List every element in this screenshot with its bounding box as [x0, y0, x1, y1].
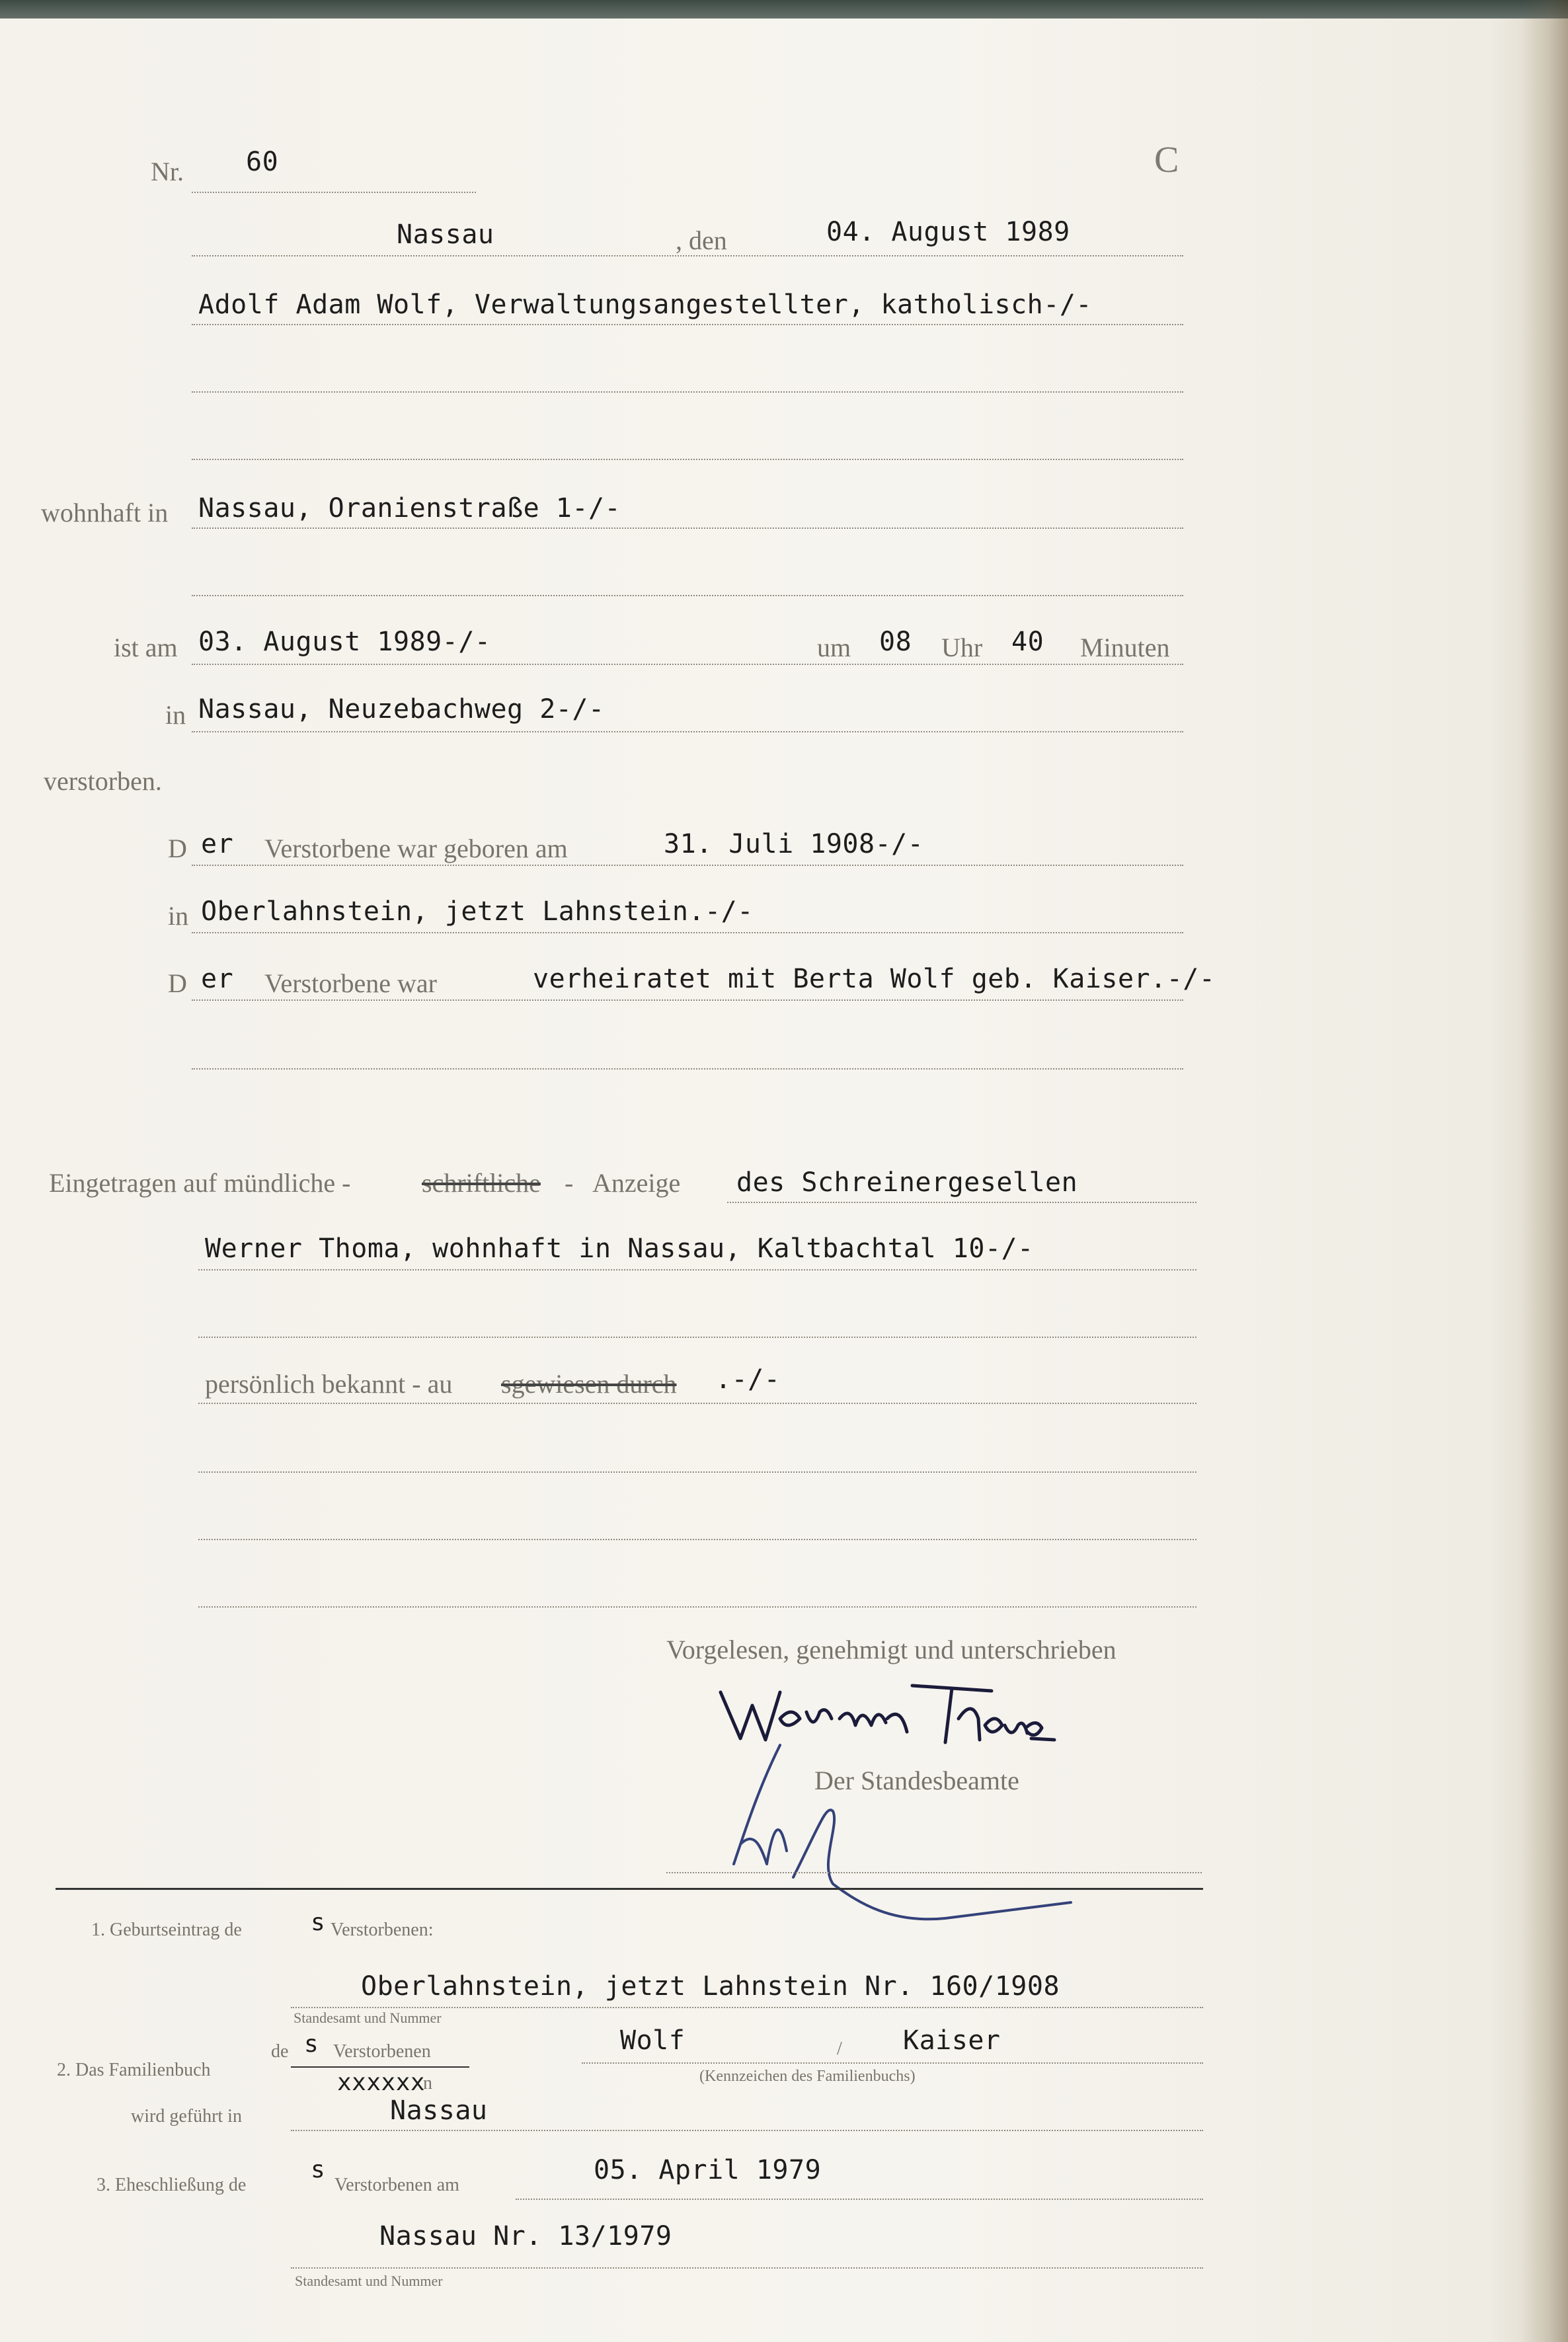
registrar-signature	[727, 1745, 1071, 1937]
bekannt-tail: .-/-	[715, 1364, 781, 1395]
informant-title: des Schreinergesellen	[736, 1167, 1078, 1198]
standesamt-nummer-label-2: Standesamt und Nummer	[295, 2273, 443, 2289]
book-binding-shadow	[1522, 0, 1568, 2342]
dotted-line	[192, 731, 1183, 732]
familienbuch-label: 2. Das Familienbuch	[57, 2060, 211, 2080]
dotted-line	[666, 1872, 1202, 1873]
standesbeamte-label: Der Standesbeamte	[814, 1766, 1019, 1795]
familienbuch-slash: /	[837, 2039, 842, 2059]
dotted-line	[198, 1539, 1196, 1540]
dotted-line	[192, 999, 1183, 1001]
crossed-out-text: xxxxxx	[337, 2069, 426, 2096]
header-place: Nassau	[397, 219, 494, 250]
page-top-edge	[0, 0, 1568, 19]
dotted-line	[192, 595, 1183, 596]
gefuehrt-label: wird geführt in	[131, 2106, 242, 2127]
uhr-label: Uhr	[941, 633, 983, 662]
eingetragen-label: Eingetragen auf mündliche -	[49, 1168, 351, 1198]
familienbuch-name1: Wolf	[620, 2025, 686, 2056]
dotted-line	[192, 865, 1183, 866]
header-date: 04. August 1989	[826, 217, 1070, 247]
dotted-line	[192, 255, 1183, 256]
eheschliessung-label: 3. Eheschließung de	[97, 2175, 247, 2195]
dotted-line	[291, 2267, 1203, 2269]
marital-status: verheiratet mit Berta Wolf geb. Kaiser.-/-	[533, 964, 1216, 994]
birth-d-label: D	[168, 834, 187, 863]
dotted-line	[198, 1471, 1196, 1473]
dotted-line	[192, 459, 1183, 460]
nr-value: 60	[246, 147, 279, 177]
death-hour: 08	[879, 627, 912, 657]
familienbuch-s: s	[304, 2031, 319, 2058]
birth-place: Oberlahnstein, jetzt Lahnstein.-/-	[201, 896, 754, 927]
death-minutes: 40	[1011, 627, 1044, 657]
birth-date: 31. Juli 1908-/-	[664, 829, 924, 859]
dotted-line	[291, 2130, 1203, 2131]
informant-line2: Werner Thoma, wohnhaft in Nassau, Kaltbachtal 10-/-	[205, 1233, 1034, 1264]
marital-article: er	[201, 964, 234, 994]
dotted-line	[516, 2199, 1203, 2200]
bekannt-label: persönlich bekannt - au	[205, 1369, 453, 1399]
geburtseintrag-value: Oberlahnstein, jetzt Lahnstein Nr. 160/1908	[361, 1971, 1060, 2002]
ist-am-label: ist am	[114, 633, 178, 662]
eheschliessung-value: Nassau Nr. 13/1979	[379, 2221, 672, 2251]
den-label: , den	[676, 225, 727, 255]
dotted-line	[192, 932, 1183, 933]
dotted-line	[198, 1403, 1196, 1404]
geburtseintrag-verstorbenen: Verstorbenen:	[331, 1920, 434, 1940]
birth-article: er	[201, 829, 234, 859]
dotted-line	[192, 324, 1183, 325]
dotted-line	[192, 391, 1183, 393]
footer-separator	[56, 1888, 1203, 1890]
familienbuch-verstorbenen: Verstorbenen	[333, 2041, 431, 2062]
dotted-line	[198, 1337, 1196, 1338]
birth-in-label: in	[168, 901, 189, 931]
gefuehrt-value: Nassau	[390, 2095, 488, 2126]
anzeige-label: Anzeige	[592, 1168, 681, 1198]
vorgelesen-label: Vorgelesen, genehmigt und unterschrieben	[666, 1635, 1117, 1664]
solid-line	[291, 2066, 469, 2068]
dotted-line	[727, 1202, 1196, 1203]
death-place: Nassau, Neuzebachweg 2-/-	[198, 694, 605, 724]
kennzeichen-label: (Kennzeichen des Familienbuchs)	[699, 2068, 916, 2085]
dotted-line	[192, 527, 1183, 529]
standesamt-nummer-label: Standesamt und Nummer	[294, 2010, 442, 2026]
eheschliessung-s: s	[311, 2156, 326, 2183]
eheschliessung-date: 05. April 1979	[594, 2155, 822, 2185]
wohnhaft-label: wohnhaft in	[41, 498, 169, 527]
birth-verstorbene-label: Verstorbene war geboren am	[264, 834, 568, 863]
person-name-line: Adolf Adam Wolf, Verwaltungsangestellter, katholisch-/-	[198, 290, 1093, 320]
death-in-label: in	[165, 700, 186, 730]
um-label: um	[817, 633, 851, 662]
geburtseintrag-label: 1. Geburtseintrag de	[91, 1920, 242, 1940]
death-date: 03. August 1989-/-	[198, 627, 491, 657]
eheschliessung-verstorbenen: Verstorbenen am	[334, 2175, 459, 2195]
schriftliche-label: schriftliche	[422, 1168, 541, 1198]
dotted-line	[192, 664, 1183, 665]
dotted-line	[192, 192, 476, 193]
dotted-line	[582, 2062, 1203, 2064]
wohnhaft-value: Nassau, Oranienstraße 1-/-	[198, 493, 621, 524]
informant-signature	[714, 1679, 1058, 1752]
crossed-suffix: n	[423, 2073, 432, 2093]
geburtseintrag-s: s	[311, 1909, 326, 1936]
eingetragen-dash: -	[565, 1168, 574, 1198]
dotted-line	[198, 1606, 1196, 1608]
marital-d-label: D	[168, 968, 187, 998]
dotted-line	[192, 1068, 1183, 1070]
verstorben-label: verstorben.	[44, 766, 162, 796]
corner-letter: C	[1154, 139, 1179, 180]
marital-verstorbene-label: Verstorbene war	[264, 968, 437, 998]
nr-label: Nr.	[151, 157, 184, 186]
ausgewiesen-label: sgewiesen durch	[501, 1369, 677, 1399]
minuten-label: Minuten	[1080, 633, 1170, 662]
familienbuch-de-label: de	[271, 2041, 289, 2062]
dotted-line	[291, 2007, 1203, 2008]
familienbuch-name2: Kaiser	[903, 2025, 1001, 2056]
dotted-line	[198, 1269, 1196, 1270]
